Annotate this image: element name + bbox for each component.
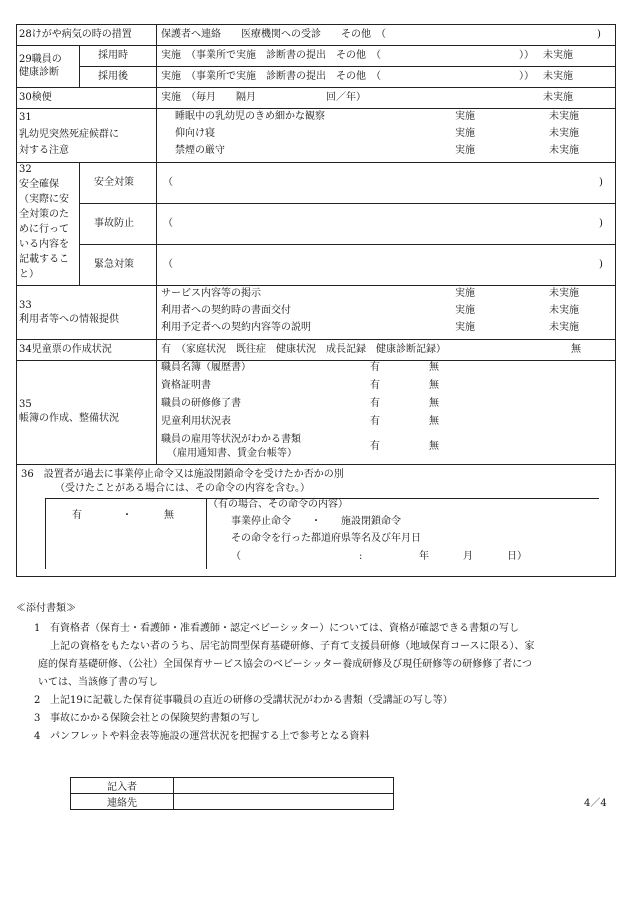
s32-sub-cell — [80, 245, 157, 286]
s31-label-cell — [17, 109, 157, 163]
s35-none: 無 — [429, 416, 439, 427]
s32-label-line: 32 — [19, 164, 32, 175]
s36-cell — [17, 465, 616, 577]
s35-item: 資格証明書 — [161, 380, 211, 391]
s35-content-cell[interactable] — [157, 361, 616, 465]
s30-label-cell — [17, 88, 157, 109]
s36-no[interactable]: 無 — [164, 510, 174, 522]
s29-sub-label: 採用後 — [98, 71, 128, 82]
s36-paren-open: （ — [231, 551, 241, 563]
s34-none: 無 — [571, 344, 581, 355]
s29-sub-cell — [80, 67, 157, 88]
s33-done: 実施 — [455, 305, 475, 316]
s33-item: サービス内容等の掲示 — [161, 288, 261, 299]
s31-content-cell[interactable] — [157, 109, 616, 163]
s33-label: 利用者等への情報提供 — [19, 314, 119, 325]
s32-close-paren: ) — [599, 259, 603, 270]
s34-label-cell — [17, 340, 157, 361]
s33-not-done: 未実施 — [549, 288, 579, 299]
attachment-item: パンフレットや料金表等施設の運営状況を把握する上で参考となる資料 — [50, 731, 370, 742]
s30-content-cell[interactable] — [157, 88, 616, 109]
attachment-item: 有資格者（保育士・看護師・准看護師・認定ベビーシッター）については、資格が確認できる書類の写し — [50, 623, 519, 634]
s32-content-cell[interactable] — [157, 163, 616, 204]
s35-label: 帳簿の作成、整備状況 — [19, 413, 119, 424]
s32-label-line: めに行って — [19, 224, 69, 235]
s32-label-line: 全対策のた — [19, 209, 69, 220]
s32-label-cell — [17, 163, 80, 286]
s29-content-cell[interactable] — [157, 46, 616, 67]
s32-open-paren: （ — [163, 259, 173, 270]
s36-question-note: （受けたことがある場合には、その命令の内容を含む。） — [55, 483, 310, 494]
page-number: 4／4 — [584, 798, 607, 809]
s36-authority-date: その命令を行った都道府県等名及び年月日 — [231, 533, 421, 545]
s33-not-done: 未実施 — [549, 305, 579, 316]
s28-close-paren: ) — [597, 29, 601, 40]
s29-close-paren: ）） — [519, 50, 534, 61]
writer-field[interactable] — [174, 778, 394, 794]
s29-sub-label: 採用時 — [98, 50, 128, 61]
contact-label: 連絡先 — [71, 794, 174, 810]
attachments-title: ≪添付書類≫ — [16, 603, 76, 614]
s28-label-cell — [17, 25, 157, 46]
s34-options: 有 （家庭状況 既往症 健康状況 成長記録 健康診断記録） — [161, 344, 446, 355]
s32-label-line: いる内容を — [19, 239, 69, 250]
s33-item: 利用者への契約時の書面交付 — [161, 305, 291, 316]
contact-field[interactable] — [174, 794, 394, 810]
s32-label-line: 記載するこ — [19, 254, 69, 265]
s31-done: 実施 — [455, 128, 475, 139]
s29-label-cell — [17, 46, 80, 88]
s35-has: 有 — [370, 416, 380, 427]
s28-label: 28けがや病気の時の措置 — [19, 29, 132, 40]
attachment-number: 4 — [34, 731, 41, 742]
s29-not-done: 未実施 — [543, 71, 573, 82]
s33-label-cell — [17, 286, 157, 340]
s35-has: 有 — [370, 380, 380, 391]
s30-label: 30検便 — [19, 92, 52, 103]
s32-content-cell[interactable] — [157, 204, 616, 245]
s29-sub-cell — [80, 46, 157, 67]
s31-done: 実施 — [455, 111, 475, 122]
s36-year: 年 — [419, 551, 429, 563]
attachment-number: 3 — [34, 713, 41, 724]
s32-close-paren: ) — [599, 218, 603, 229]
attachment-number: 1 — [34, 623, 41, 634]
s35-label-cell — [17, 361, 157, 465]
s31-label-line1: 乳幼児突然死症候群に — [19, 129, 119, 140]
s36-month: 月 — [463, 551, 473, 563]
attachment-item: 上記19に記載した保育従事職員の直近の研修の受講状況がわかる書類（受講証の写し等） — [50, 695, 453, 706]
s31-not-done: 未実施 — [549, 128, 579, 139]
s31-label-line2: 対する注意 — [19, 145, 69, 156]
s33-item: 利用予定者への契約内容等の説明 — [161, 322, 311, 333]
attachment-item-cont: 上記の資格をもたない者のうち、居宅訪問型保育基礎研修、子育て支援員研修（地域保育コースに限る）、家 — [50, 641, 535, 652]
attachment-item-cont: 庭的保育基礎研修、（公社）全国保育サービス協会のベビーシッター養成研修及び現任研修等の研修修了者につ — [38, 659, 532, 670]
s28-content-cell[interactable] — [157, 25, 616, 46]
s32-sub-label: 緊急対策 — [94, 259, 134, 270]
s32-close-paren: ) — [599, 177, 603, 188]
s36-colon: : — [359, 551, 363, 563]
s35-item: 職員の雇用等状況がわかる書類 — [161, 434, 301, 445]
s31-number: 31 — [19, 112, 32, 123]
s33-done: 実施 — [455, 288, 475, 299]
s35-none: 無 — [429, 398, 439, 409]
s35-number: 35 — [19, 399, 32, 410]
inspection-form-table — [16, 24, 616, 577]
s36-yes[interactable]: 有 — [72, 510, 82, 522]
s36-detail-cell[interactable] — [207, 499, 599, 569]
s33-number: 33 — [19, 300, 32, 311]
s29-options: 実施 （事業所で実施 診断書の提出 その他 （ — [161, 71, 381, 82]
s35-item: 職員の研修修了書 — [161, 398, 241, 409]
s29-label-line1: 29職員の — [19, 54, 62, 65]
s32-sub-cell — [80, 163, 157, 204]
s31-item: 禁煙の厳守 — [175, 145, 225, 156]
s28-options: 保護者へ連絡 医療機関への受診 その他 （ — [161, 29, 386, 40]
s33-done: 実施 — [455, 322, 475, 333]
s36-yes-no-cell[interactable] — [46, 499, 207, 569]
s32-content-cell[interactable] — [157, 245, 616, 286]
s32-label-line: と） — [19, 269, 39, 280]
s31-not-done: 未実施 — [549, 111, 579, 122]
s33-not-done: 未実施 — [549, 322, 579, 333]
s32-sub-label: 事故防止 — [94, 218, 134, 229]
s32-sub-cell — [80, 204, 157, 245]
attachment-number: 2 — [34, 695, 41, 706]
s36-question: 36 設置者が過去に事業停止命令又は施設閉鎖命令を受けたか否かの別 — [21, 469, 344, 480]
s35-none: 無 — [429, 441, 439, 452]
attachment-item: 事故にかかる保険会社との保険契約書類の写し — [50, 713, 260, 724]
s32-open-paren: （ — [163, 218, 173, 229]
s35-item: 児童利用状況表 — [161, 416, 231, 427]
s34-content-cell[interactable] — [157, 340, 616, 361]
signature-table — [70, 777, 394, 810]
s36-inner-table — [45, 498, 599, 569]
writer-label: 記入者 — [71, 778, 174, 794]
s30-not-done: 未実施 — [543, 92, 573, 103]
s32-label-line: 安全確保 — [19, 179, 59, 190]
attachment-item-cont: いては、当該修了書の写し — [38, 677, 158, 688]
s29-close-paren: ）） — [519, 71, 534, 82]
s31-not-done: 未実施 — [549, 145, 579, 156]
s31-item: 仰向け寝 — [175, 128, 215, 139]
s36-day: 日） — [507, 551, 527, 563]
s32-open-paren: （ — [163, 177, 173, 188]
s35-has: 有 — [370, 441, 380, 452]
s35-has: 有 — [370, 398, 380, 409]
s31-done: 実施 — [455, 145, 475, 156]
s35-none: 無 — [429, 362, 439, 373]
s35-has: 有 — [370, 362, 380, 373]
s32-sub-label: 安全対策 — [94, 177, 134, 188]
s34-label: 34児童票の作成状況 — [19, 344, 112, 355]
s36-order-types: 事業停止命令 ・ 施設閉鎖命令 — [231, 516, 401, 528]
s35-none: 無 — [429, 380, 439, 391]
s30-options: 実施 （毎月 隔月 回／年） — [161, 92, 366, 103]
s35-item-note: （雇用通知書、賃金台帳等） — [167, 448, 297, 459]
s35-item: 職員名簿（履歴書） — [161, 362, 251, 373]
s32-label-line: （実際に安 — [19, 194, 69, 205]
s36-detail-heading: （有の場合、その命令の内容） — [208, 499, 348, 511]
s29-options: 実施 （事業所で実施 診断書の提出 その他 （ — [161, 50, 381, 61]
s29-content-cell[interactable] — [157, 67, 616, 88]
s36-separator: ・ — [122, 510, 132, 522]
s29-label-line2: 健康診断 — [19, 67, 59, 78]
s33-content-cell[interactable] — [157, 286, 616, 340]
s29-not-done: 未実施 — [543, 50, 573, 61]
s31-item: 睡眠中の乳幼児のきめ細かな観察 — [175, 111, 325, 122]
